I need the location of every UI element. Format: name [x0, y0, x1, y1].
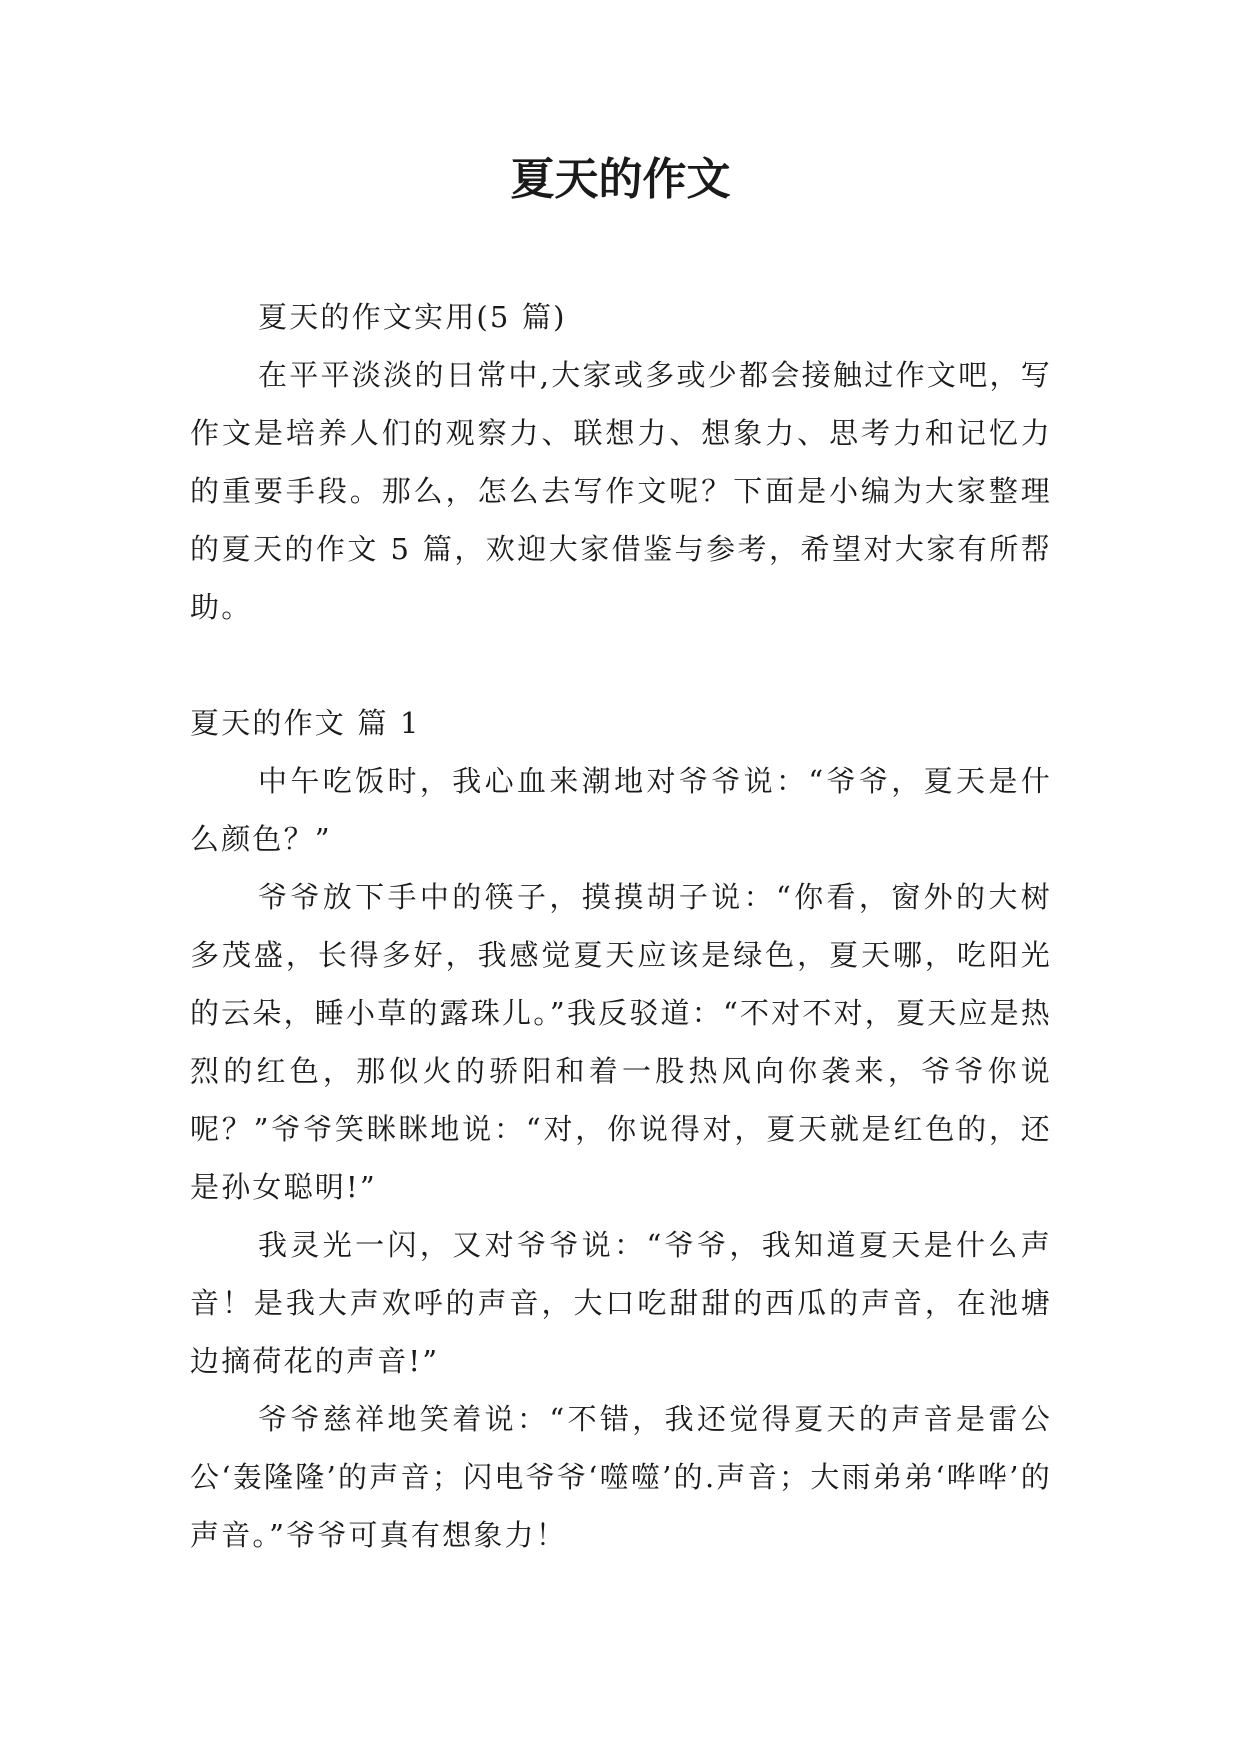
story-paragraph-2: 爷爷放下手中的筷子，摸摸胡子说：“你看，窗外的大树多茂盛，长得多好，我感觉夏天应该是绿色，夏天哪，吃阳光的云朵，睡小草的露珠儿。”我反驳道：“不对不对，夏天应是热烈的红色，那似火的骄阳和着一股热风向你袭来，爷爷你说呢？”爷爷笑眯眯地说：“对，你说得对，夏天就是红色的，还是孙女聪明!”: [190, 880, 1052, 1204]
document-body: [190, 288, 1052, 1564]
story-paragraph-3: 我灵光一闪，又对爷爷说：“爷爷，我知道夏天是什么声音！是我大声欢呼的声音，大口吃甜甜的西瓜的声音，在池塘边摘荷花的声音!”: [190, 1228, 1052, 1378]
story-paragraph-1: 中午吃饭时，我心血来潮地对爷爷说：“爷爷，夏天是什么颜色？”: [190, 764, 1052, 856]
document-subtitle: 夏天的作文实用(5 篇): [258, 300, 567, 334]
section-heading: 夏天的作文 篇 1: [190, 706, 421, 740]
document-title: 夏天的作文: [510, 154, 731, 205]
intro-paragraph: 在平平淡淡的日常中,大家或多或少都会接触过作文吧，写作文是培养人们的观察力、联想力、想象力、思考力和记忆力的重要手段。那么，怎么去写作文呢？下面是小编为大家整理的夏天的作文 5 篇，欢迎大家借鉴与参考，希望对大家有所帮助。: [190, 358, 1052, 624]
section-spacer: [190, 636, 1052, 694]
story-paragraph-4: 爷爷慈祥地笑着说：“不错，我还觉得夏天的声音是雷公公‘轰隆隆’的声音；闪电爷爷‘噬噬’的.声音；大雨弟弟‘哗哗’的声音。”爷爷可真有想象力！: [190, 1402, 1052, 1552]
